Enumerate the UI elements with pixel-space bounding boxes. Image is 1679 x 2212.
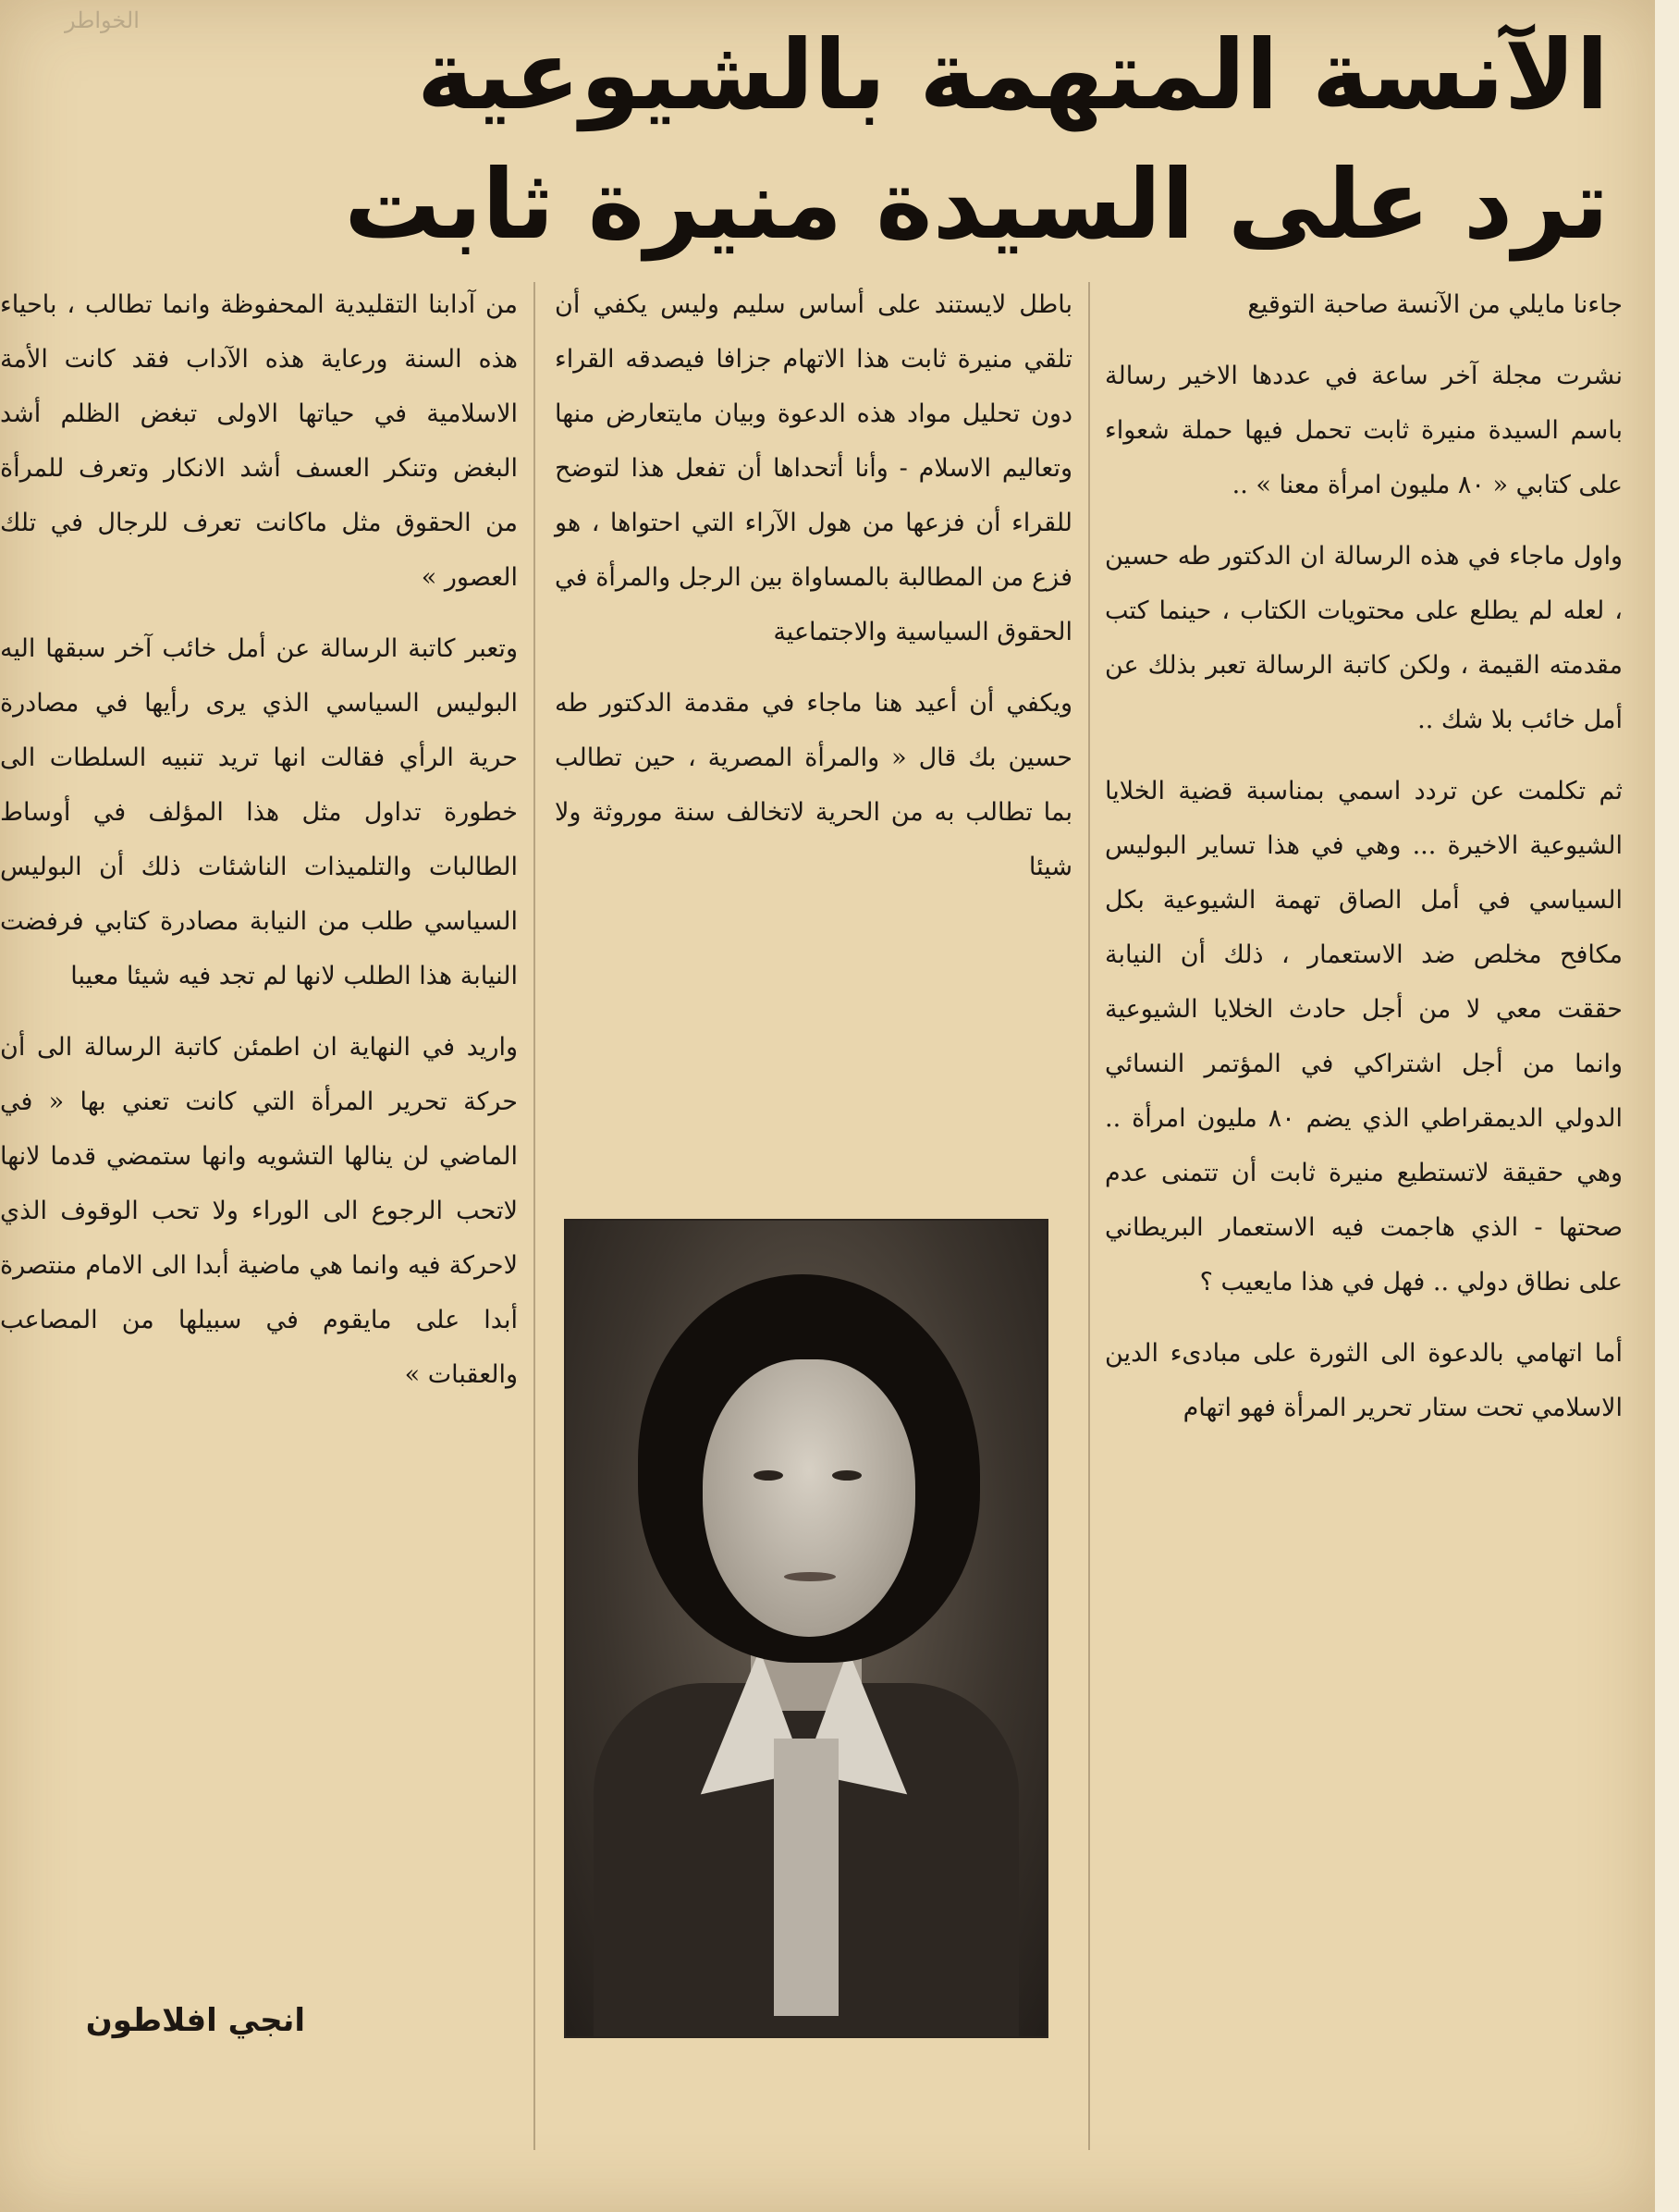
paragraph: واول ماجاء في هذه الرسالة ان الدكتور طه حسين ، لعله لم يطلع على محتويات الكتاب ، حينما كتب مقدمته القيمة ، ولكن كاتبة الرسالة تعبر بذلك عن أمل خائب بلا شك .. — [1105, 542, 1623, 734]
masthead-faded: الخواطر — [65, 7, 140, 33]
portrait-photo — [564, 1219, 1048, 2038]
photo-mouth — [784, 1572, 836, 1581]
article-column-right — [1105, 277, 1623, 1452]
paragraph: من آدابنا التقليدية المحفوظة وانما تطالب ، باحياء هذه السنة ورعاية هذه الآداب فقد كانت الأمة الاسلامية في حياتها الاولى تبغض الظلم أشد البغض وتنكر العسف أشد الانكار وتعرف للمرأة من الحقوق مثل ماكانت تعرف للرجال في تلك العصور » — [0, 290, 518, 592]
paragraph: جاءنا مايلي من الآنسة صاحبة التوقيع — [1247, 290, 1623, 319]
paragraph: واريد في النهاية ان اطمئن كاتبة الرسالة الى أن حركة تحرير المرأة التي كانت تعني بها « في الماضي لن ينالها التشويه وانها ستمضي قدما لانها لاتحب الرجوع الى الوراء ولا تحب الوقوف الذي لاحركة فيه وانما هي ماضية أبدا الى الامام منتصرة أبدا على مايقوم في سبيلها من المصاعب والعقبات » — [0, 1033, 518, 1389]
headline-line-2: ترد على السيدة منيرة ثابت — [344, 148, 1609, 261]
paragraph: باطل لايستند على أساس سليم وليس يكفي أن تلقي منيرة ثابت هذا الاتهام جزافا فيصدقه القراء دون تحليل مواد هذه الدعوة وبيان مايتعارض منها وتعاليم الاسلام - وأنا أتحداها أن تفعل هذا لتوضح للقراء أن فزعها من هول الآراء التي احتواها ، هو فزع من المطالبة بالمساواة بين الرجل والمرأة في الحقوق السياسية والاجتماعية — [555, 290, 1072, 646]
column-rule — [533, 282, 535, 2150]
photo-eye — [832, 1470, 862, 1481]
article-column-left — [0, 277, 518, 1419]
column-rule — [1088, 282, 1090, 2150]
photo-eye — [754, 1470, 783, 1481]
article-column-middle — [555, 277, 1072, 911]
paragraph: ثم تكلمت عن تردد اسمي بمناسبة قضية الخلايا الشيوعية الاخيرة ... وهي في هذا تساير البوليس السياسي في أمل الصاق تهمة الشيوعية بكل مكافح مخلص ضد الاستعمار ، ذلك أن النيابة حققت معي لا من أجل حادث الخلايا الشيوعية وانما من أجل اشتراكي في المؤتمر النسائي الدولي الديمقراطي الذي يضم ٨٠ مليون امرأة .. وهي حقيقة لاتستطيع منيرة ثابت أن تتمنى عدم صحتها - الذي هاجمت فيه الاستعمار البريطاني على نطاق دولي .. فهل في هذا مايعيب ؟ — [1105, 777, 1623, 1296]
headline-line-1: الآنسة المتهمة بالشيوعية — [417, 18, 1609, 131]
paragraph: وتعبر كاتبة الرسالة عن أمل خائب آخر سبقها اليه البوليس السياسي الذي يرى رأيها في مصادرة حرية الرأي فقالت انها تريد تنبيه السلطات الى خطورة تداول مثل هذا المؤلف في أوساط الطالبات والتلميذات الناشئات ذلك أن البوليس السياسي طلب من النيابة مصادرة كتابي فرفضت النيابة هذا الطلب لانها لم تجد فيه شيئا معيبا — [0, 634, 518, 990]
scan-edge — [1655, 0, 1679, 2212]
paragraph: نشرت مجلة آخر ساعة في عددها الاخير رسالة باسم السيدة منيرة ثابت تحمل فيها حملة شعواء على كتابي « ٨٠ مليون امرأة معنا » .. — [1105, 362, 1623, 499]
author-signature: انجي افلاطون — [85, 2002, 305, 2039]
paragraph: أما اتهامي بالدعوة الى الثورة على مبادىء الدين الاسلامي تحت ستار تحرير المرأة فهو اتهام — [1105, 1339, 1623, 1422]
photo-face — [703, 1359, 915, 1637]
photo-shirt — [774, 1739, 839, 2016]
paragraph: ويكفي أن أعيد هنا ماجاء في مقدمة الدكتور طه حسين بك قال « والمرأة المصرية ، حين تطالب بما تطالب به من الحرية لاتخالف سنة موروثة ولا شيئا — [555, 689, 1072, 881]
